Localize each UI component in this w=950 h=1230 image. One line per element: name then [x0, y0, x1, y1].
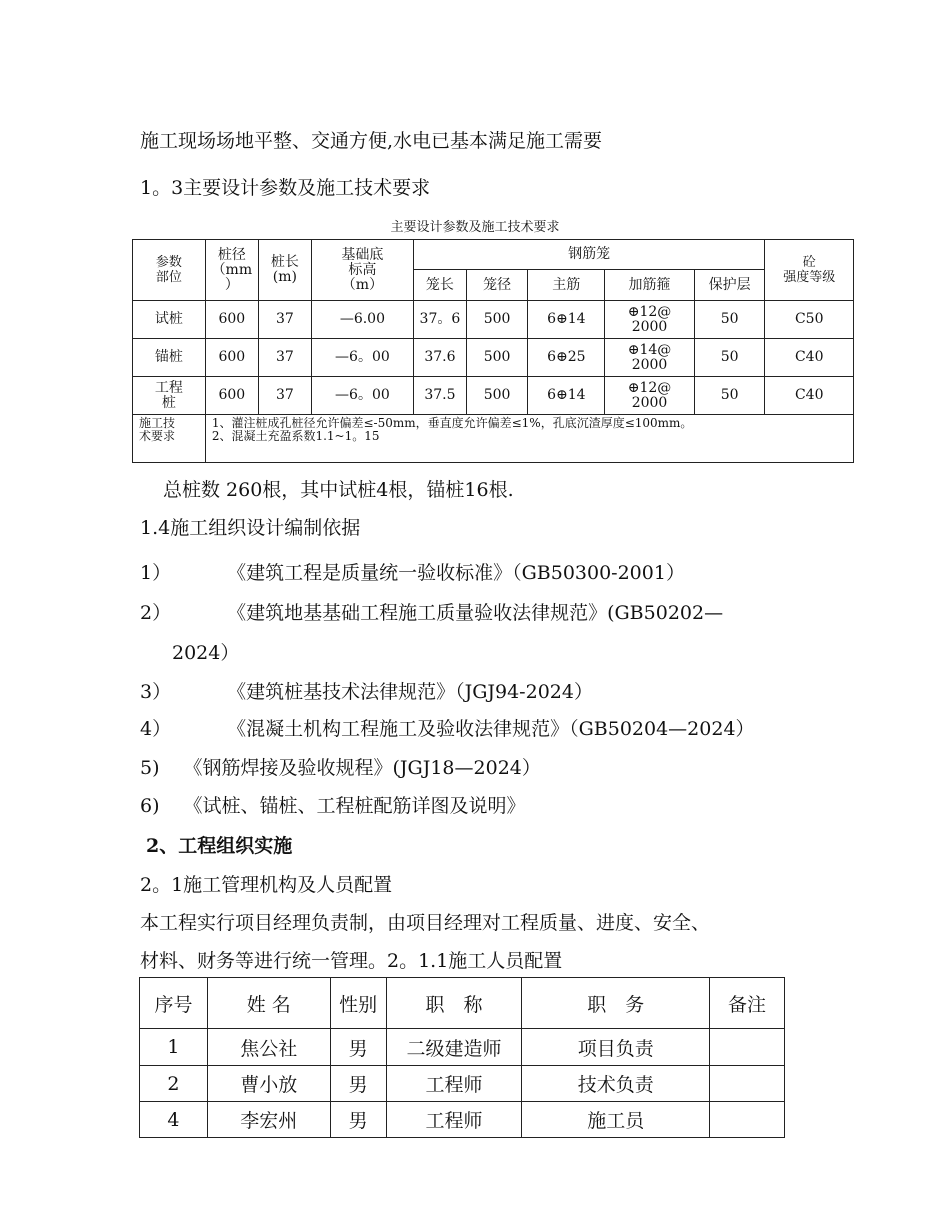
reference-continuation: 2024） — [172, 642, 240, 664]
cell-cover: 50 — [694, 377, 765, 415]
reference-number: 4） — [140, 718, 172, 740]
notes-label: 施工技 术要求 — [133, 415, 206, 463]
header-stirrup: 加筋箍 — [605, 270, 694, 301]
cell-position: 施工员 — [522, 1102, 710, 1138]
cell-stirrup: ⊕12@ 2000 — [605, 301, 694, 339]
cell-elevation: —6。00 — [311, 377, 413, 415]
paragraph-line: 本工程实行项目经理负责制，由项目经理对工程质量、进度、安全、 — [140, 912, 711, 934]
header-cage-length: 笼长 — [413, 270, 466, 301]
reference-item — [140, 600, 723, 626]
cell-cage-length: 37.5 — [413, 377, 466, 415]
section-heading-2-1: 2。1施工管理机构及人员配置 — [140, 874, 393, 896]
header-length: 桩长 (m) — [258, 240, 311, 301]
cell-diameter: 600 — [205, 339, 258, 377]
cell-index: 1 — [140, 1029, 208, 1066]
reference-text: 《建筑桩基技术法律规范》（JGJ94-2024） — [227, 681, 593, 703]
cell-elevation: —6.00 — [311, 301, 413, 339]
header-gender: 性别 — [330, 978, 386, 1029]
reference-number: 1） — [140, 562, 172, 584]
cell-cover: 50 — [694, 301, 765, 339]
cell-index: 2 — [140, 1066, 208, 1102]
cell-concrete: C50 — [765, 301, 854, 339]
header-remarks: 备注 — [710, 978, 785, 1029]
header-concrete: 砼 强度等级 — [765, 240, 854, 301]
cell-diameter: 600 — [205, 377, 258, 415]
cell-stirrup: ⊕12@ 2000 — [605, 377, 694, 415]
cell-cover: 50 — [694, 339, 765, 377]
pile-count: 总桩数 260根，其中试桩4根，锚桩16根. — [163, 479, 514, 501]
reference-item — [140, 560, 685, 586]
cell-length: 37 — [258, 377, 311, 415]
reference-text: 《建筑工程是质量统一验收标准》（GB50300-2001） — [227, 562, 685, 584]
table-row — [133, 301, 854, 339]
cell-title: 工程师 — [386, 1102, 522, 1138]
cell-gender: 男 — [330, 1066, 386, 1102]
cell-name: 焦公社 — [207, 1029, 330, 1066]
cell-stirrup: ⊕14@ 2000 — [605, 339, 694, 377]
reference-item — [140, 793, 526, 819]
reference-text: 《钢筋焊接及验收规程》(JGJ18—2024） — [183, 757, 541, 779]
cell-concrete: C40 — [765, 339, 854, 377]
cell-index: 4 — [140, 1102, 208, 1138]
cell-main-bar: 6⊕14 — [528, 377, 605, 415]
table-row — [140, 1066, 785, 1102]
cell-cage-length: 37.6 — [413, 339, 466, 377]
cell-title: 工程师 — [386, 1066, 522, 1102]
cell-cage-diameter: 500 — [466, 377, 527, 415]
header-title: 职 称 — [386, 978, 522, 1029]
cell-position: 技术负责 — [522, 1066, 710, 1102]
cell-elevation: —6。00 — [311, 339, 413, 377]
paragraph-line: 材料、财务等进行统一管理。2。1.1施工人员配置 — [140, 950, 563, 972]
section-heading-1-3: 1。3主要设计参数及施工技术要求 — [140, 177, 431, 199]
cell-remarks — [710, 1029, 785, 1066]
cell-remarks — [710, 1066, 785, 1102]
table-row — [140, 1102, 785, 1138]
reference-number: 2） — [140, 602, 172, 624]
header-cover: 保护层 — [694, 270, 765, 301]
header-position: 职 务 — [522, 978, 710, 1029]
reference-text: 《试桩、锚桩、工程桩配筋详图及说明》 — [183, 795, 526, 817]
header-name: 姓 名 — [207, 978, 330, 1029]
table-row — [133, 377, 854, 415]
cell-cage-length: 37。6 — [413, 301, 466, 339]
header-cage-diameter: 笼径 — [466, 270, 527, 301]
cell-length: 37 — [258, 339, 311, 377]
table-row — [133, 339, 854, 377]
cell-cage-diameter: 500 — [466, 339, 527, 377]
cell-position: 项目负责 — [522, 1029, 710, 1066]
cell-cage-diameter: 500 — [466, 301, 527, 339]
cell-title: 二级建造师 — [386, 1029, 522, 1066]
reference-number: 6) — [140, 795, 160, 817]
cell-name: 曹小放 — [207, 1066, 330, 1102]
cell-diameter: 600 — [205, 301, 258, 339]
reference-item — [140, 716, 755, 742]
table-caption: 主要设计参数及施工技术要求 — [390, 220, 560, 235]
header-part: 参数 部位 — [133, 240, 206, 301]
section-heading-2: 2、工程组织实施 — [146, 835, 293, 857]
reference-number: 5) — [140, 757, 160, 779]
cell-concrete: C40 — [765, 377, 854, 415]
header-index: 序号 — [140, 978, 208, 1029]
reference-item — [140, 679, 593, 705]
cell-main-bar: 6⊕14 — [528, 301, 605, 339]
reference-text: 《建筑地基基础工程施工质量验收法律规范》(GB50202— — [227, 602, 724, 624]
reference-number: 3） — [140, 681, 172, 703]
cell-part: 锚桩 — [133, 339, 206, 377]
header-main-bar: 主筋 — [528, 270, 605, 301]
header-elevation: 基础底 标高 （m） — [311, 240, 413, 301]
cell-gender: 男 — [330, 1102, 386, 1138]
reference-text: 《混凝土机构工程施工及验收法律规范》（GB50204—2024） — [227, 718, 755, 740]
reference-item — [140, 755, 541, 781]
cell-part: 试桩 — [133, 301, 206, 339]
cell-remarks — [710, 1102, 785, 1138]
cell-main-bar: 6⊕25 — [528, 339, 605, 377]
header-cage: 钢筋笼 — [413, 240, 765, 270]
cell-name: 李宏州 — [207, 1102, 330, 1138]
intro-line: 施工现场场地平整、交通方便,水电已基本满足施工需要 — [140, 130, 603, 152]
technical-requirements: 1、灌注桩成孔桩径允许偏差≤-50mm，垂直度允许偏差≤1%，孔底沉渣厚度≤100mm。 2、混凝土充盈系数1.1~1。15 — [205, 415, 853, 463]
cell-part: 工程 桩 — [133, 377, 206, 415]
cell-gender: 男 — [330, 1029, 386, 1066]
table-row — [140, 1029, 785, 1066]
header-diameter: 桩径 （mm ） — [205, 240, 258, 301]
staff-table — [139, 977, 785, 1138]
section-heading-1-4: 1.4施工组织设计编制依据 — [140, 517, 361, 539]
design-parameters-table — [132, 239, 854, 463]
cell-length: 37 — [258, 301, 311, 339]
